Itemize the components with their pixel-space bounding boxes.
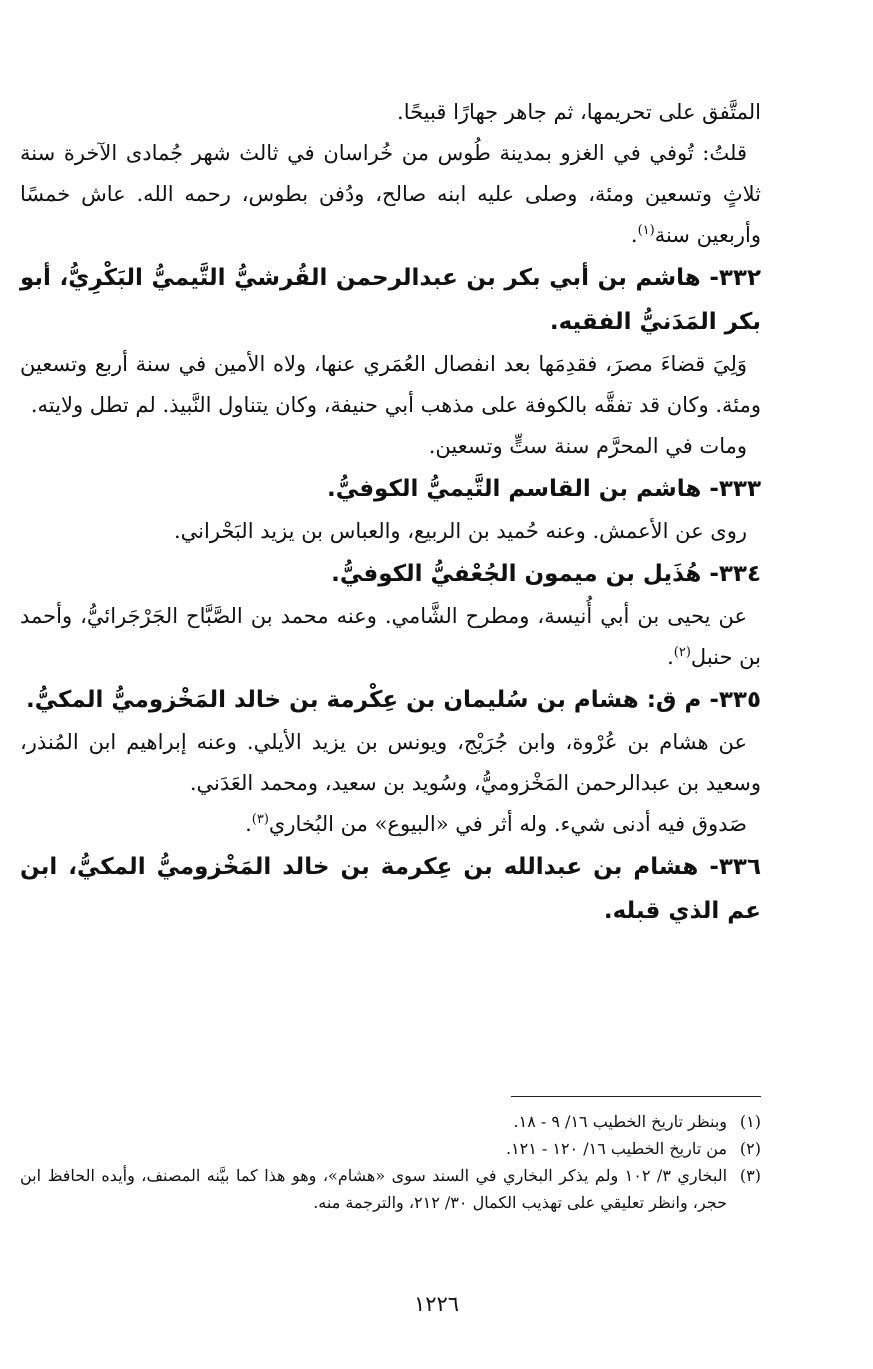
footnote-number: (٣) [739, 1166, 761, 1185]
paragraph-text: المتَّفق على تحريمها، ثم جاهر جهارًا قبيحًا. [397, 100, 761, 124]
paragraph-entry-332: وَلِيَ قضاءَ مصرَ، فقدِمَها بعد انفصال العُمَري عنها، ولاه الأمين في سنة أربع وتسعين ومئة. وكان قد تفقَّه بالكوفة على مذهب أبي حنيفة، وكان يتناول النَّبيذ. لم تطل ولايته. [20, 352, 761, 417]
paragraph-entry-332-death: ومات في المحرَّم سنة ستٍّ وتسعين. [428, 434, 747, 458]
footnote-text: وبنظر تاريخ الخطيب ١٦/ ٩ - ١٨. [513, 1112, 727, 1131]
paragraph-entry-335-grading [20, 804, 761, 845]
entry-heading-335: ٣٣٥- م ق: هشام بن سُليمان بن عِكْرمة بن خالد المَخْزوميُّ المكيُّ. [26, 687, 761, 713]
footnote-marker-3: (٣) [251, 812, 269, 827]
paragraph-end: . [667, 645, 674, 669]
entry-heading-332: ٣٣٢- هاشم بن أبي بكر بن عبدالرحمن القُرشيُّ التَّيميُّ البَكْرِيُّ، أبو بكر المَدَنيُّ الفقيه. [20, 265, 761, 335]
paragraph-end: . [245, 812, 252, 836]
footnote-text: من تاريخ الخطيب ١٦/ ١٢٠ - ١٢١. [505, 1139, 727, 1158]
footnote-text: البخاري ٣/ ١٠٢ ولم يذكر البخاري في السند سوى «هشام»، وهو هذا كما بيَّنه المصنف، وأيده الحافظ ابن حجر، وانظر تعليقي على تهذيب الكمال ٣٠/ ٢١٢، والترجمة منه. [20, 1166, 728, 1212]
paragraph-death-note [20, 133, 761, 256]
paragraph-text: عن يحيى بن أبي أُنيسة، ومطرح الشَّامي. وعنه محمد بن الصَّبَّاح الجَرْجَرائيُّ، وأحمد بن حنبل [20, 604, 761, 669]
page-number: ١٢٢٦ [413, 1292, 460, 1316]
paragraph-continuation [20, 92, 761, 133]
footnote-item [20, 1108, 761, 1135]
paragraph-text: قلتُ: تُوفي في الغزو بمدينة طُوس من خُراسان في ثالث شهر جُمادى الآخرة سنة ثلاثٍ وتسعين ومئة، وصلى عليه ابنه صالح، ودُفن بطوس، رحمه الله. عاش خمسًا وأربعين سنة [20, 141, 761, 247]
footnote-number: (١) [739, 1112, 761, 1131]
footnote-marker-1: (١) [637, 223, 655, 238]
paragraph-entry-334 [20, 596, 761, 678]
entry-heading-336: ٣٣٦- هشام بن عبدالله بن عِكرمة بن خالد المَخْزوميُّ المكيُّ، ابن عم الذي قبله. [20, 854, 761, 924]
paragraph-entry-335: عن هشام بن عُرْوة، وابن جُرَيْج، ويونس بن يزيد الأيلي. وعنه إبراهيم ابن المُنذر، وسعيد بن عبدالرحمن المَخْزوميُّ، وسُويد بن سعيد، ومحمد العَدَني. [20, 730, 761, 795]
paragraph-entry-333: روى عن الأعمش. وعنه حُميد بن الربيع، والعباس بن يزيد البَحْراني. [173, 519, 747, 543]
footnote-item [20, 1135, 761, 1162]
paragraph-end: . [630, 223, 638, 247]
paragraph-text: صَدوق فيه أدنى شيء. وله أثر في «البيوع» من البُخاري [268, 812, 747, 836]
footnotes [20, 1108, 761, 1216]
footnote-number: (٢) [739, 1139, 761, 1158]
entry-heading-334: ٣٣٤- هُذَيل بن ميمون الجُعْفيُّ الكوفيُّ. [331, 561, 761, 587]
entry-heading-333: ٣٣٣- هاشم بن القاسم التَّيميُّ الكوفيُّ. [326, 476, 761, 502]
footnote-item [20, 1162, 761, 1216]
footnote-marker-2: (٢) [673, 645, 691, 660]
main-text [20, 92, 761, 933]
footnote-divider [511, 1096, 761, 1097]
